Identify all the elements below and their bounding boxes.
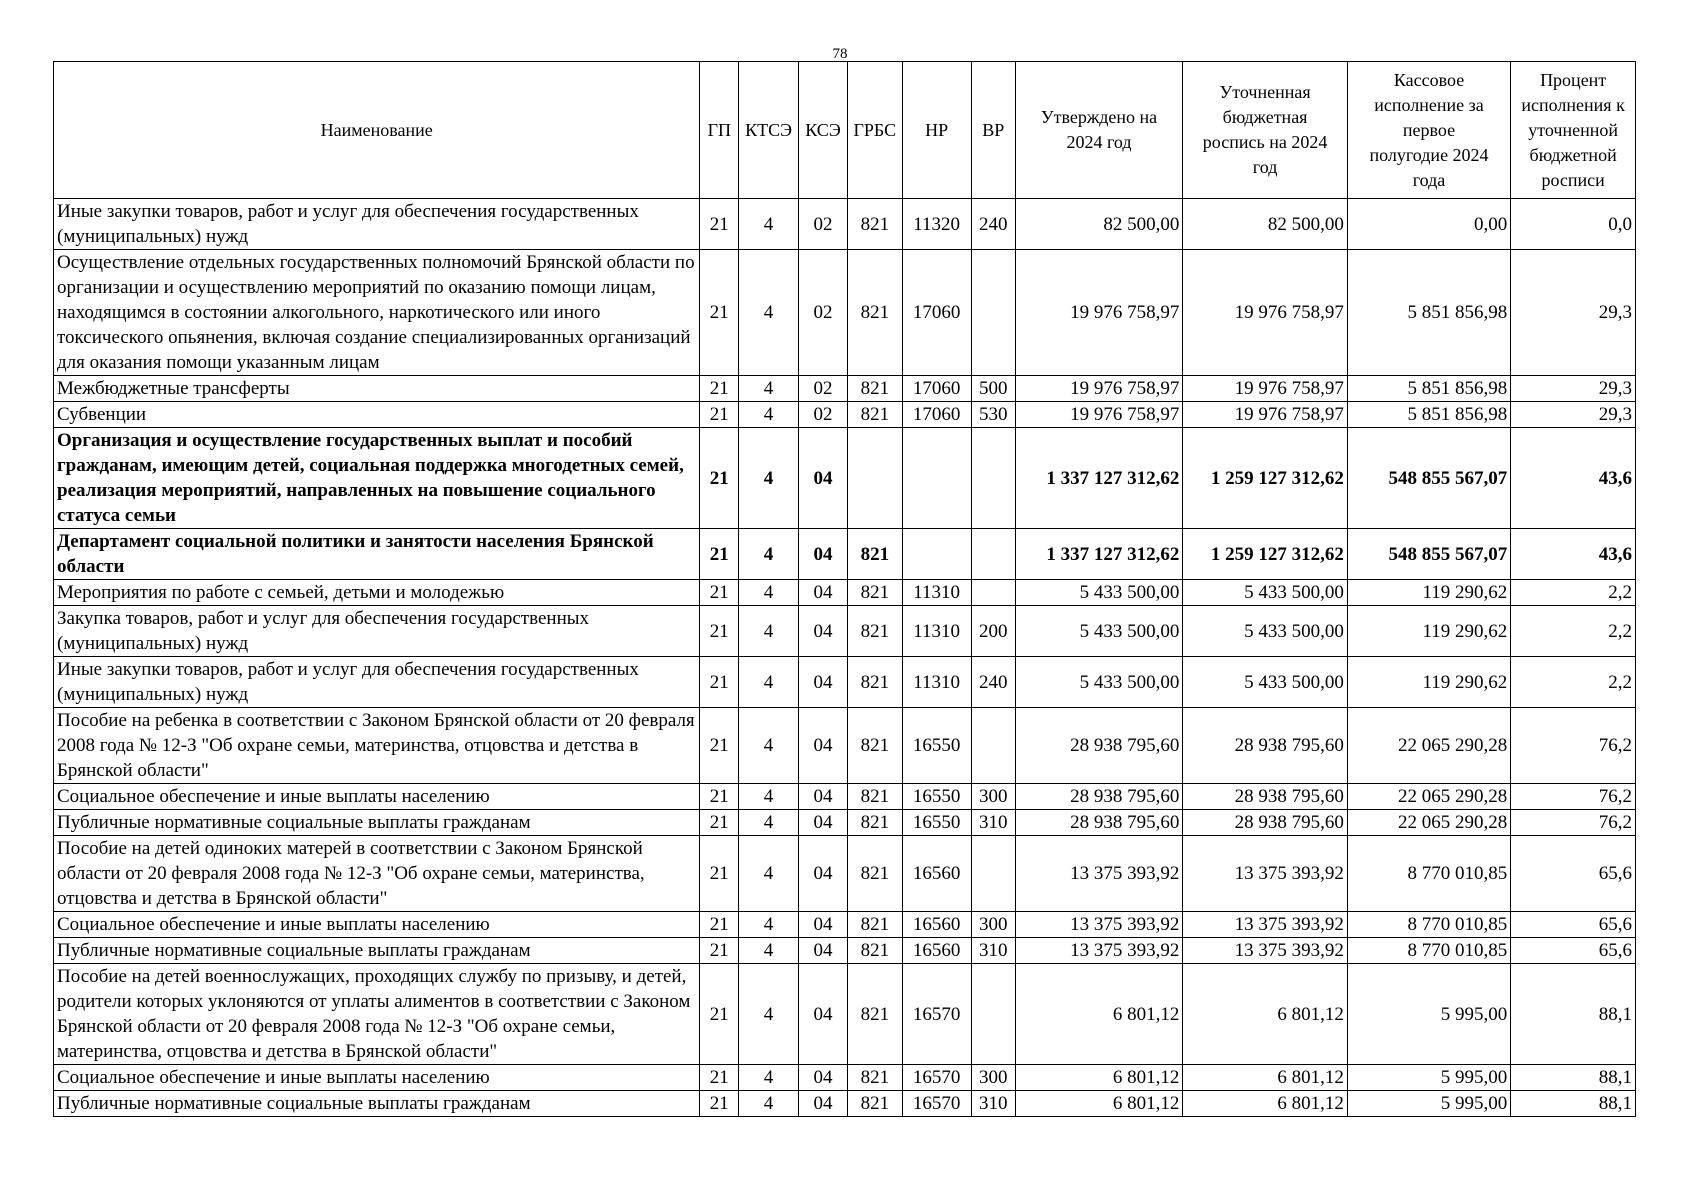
column-header-percent: Процент исполнения к уточненной бюджетной росписи [1511, 62, 1636, 199]
cell-nr: 16560 [902, 938, 971, 964]
cell-kse: 04 [798, 1065, 847, 1091]
cell-executed: 548 855 567,07 [1347, 529, 1510, 580]
cell-grbs: 821 [848, 1065, 902, 1091]
cell-gp: 21 [700, 529, 739, 580]
cell-ktse: 4 [739, 784, 799, 810]
cell-vr: 310 [971, 810, 1015, 836]
cell-nr: 16550 [902, 708, 971, 784]
cell-percent: 76,2 [1511, 810, 1636, 836]
cell-executed: 22 065 290,28 [1347, 784, 1510, 810]
cell-name: Мероприятия по работе с семьей, детьми и молодежью [54, 580, 700, 606]
cell-approved: 5 433 500,00 [1015, 657, 1183, 708]
cell-nr: 16550 [902, 784, 971, 810]
cell-refined: 19 976 758,97 [1183, 376, 1347, 402]
cell-approved: 6 801,12 [1015, 1091, 1183, 1117]
cell-executed: 5 851 856,98 [1347, 402, 1510, 428]
table-row [54, 708, 1636, 784]
cell-kse: 04 [798, 428, 847, 529]
cell-approved: 28 938 795,60 [1015, 784, 1183, 810]
cell-ktse: 4 [739, 402, 799, 428]
cell-ktse: 4 [739, 1065, 799, 1091]
budget-table [53, 61, 1636, 1117]
cell-refined: 19 976 758,97 [1183, 250, 1347, 376]
cell-refined: 5 433 500,00 [1183, 657, 1347, 708]
cell-nr: 16560 [902, 912, 971, 938]
cell-approved: 82 500,00 [1015, 199, 1183, 250]
column-header-kse: КСЭ [798, 62, 847, 199]
cell-percent: 43,6 [1511, 428, 1636, 529]
cell-ktse: 4 [739, 657, 799, 708]
cell-approved: 5 433 500,00 [1015, 580, 1183, 606]
table-row [54, 912, 1636, 938]
cell-name: Пособие на ребенка в соответствии с Законом Брянской области от 20 февраля 2008 года № 12-З "Об охране семьи, материнства, отцовства и детства в Брянской области" [54, 708, 700, 784]
cell-gp: 21 [700, 912, 739, 938]
column-header-gp: ГП [700, 62, 739, 199]
table-row [54, 784, 1636, 810]
cell-ktse: 4 [739, 606, 799, 657]
cell-vr [971, 529, 1015, 580]
cell-ktse: 4 [739, 428, 799, 529]
cell-vr: 500 [971, 376, 1015, 402]
cell-gp: 21 [700, 580, 739, 606]
table-row [54, 810, 1636, 836]
cell-executed: 22 065 290,28 [1347, 708, 1510, 784]
cell-executed: 5 995,00 [1347, 1091, 1510, 1117]
cell-nr: 16550 [902, 810, 971, 836]
cell-grbs: 821 [848, 606, 902, 657]
cell-vr: 240 [971, 199, 1015, 250]
cell-refined: 19 976 758,97 [1183, 402, 1347, 428]
cell-vr: 530 [971, 402, 1015, 428]
cell-nr: 17060 [902, 250, 971, 376]
cell-gp: 21 [700, 657, 739, 708]
cell-gp: 21 [700, 428, 739, 529]
cell-refined: 1 259 127 312,62 [1183, 428, 1347, 529]
cell-nr [902, 529, 971, 580]
cell-kse: 02 [798, 199, 847, 250]
column-header-ktse: КТСЭ [739, 62, 799, 199]
cell-vr: 310 [971, 1091, 1015, 1117]
cell-name: Публичные нормативные социальные выплаты гражданам [54, 1091, 700, 1117]
cell-approved: 6 801,12 [1015, 964, 1183, 1065]
cell-refined: 6 801,12 [1183, 1065, 1347, 1091]
cell-gp: 21 [700, 1065, 739, 1091]
cell-approved: 1 337 127 312,62 [1015, 529, 1183, 580]
cell-vr: 300 [971, 1065, 1015, 1091]
cell-grbs: 821 [848, 1091, 902, 1117]
cell-name: Публичные нормативные социальные выплаты гражданам [54, 938, 700, 964]
cell-kse: 02 [798, 376, 847, 402]
cell-gp: 21 [700, 250, 739, 376]
cell-approved: 13 375 393,92 [1015, 836, 1183, 912]
cell-ktse: 4 [739, 1091, 799, 1117]
cell-name: Субвенции [54, 402, 700, 428]
cell-percent: 76,2 [1511, 708, 1636, 784]
cell-executed: 119 290,62 [1347, 606, 1510, 657]
column-header-refined: Уточненная бюджетная роспись на 2024 год [1183, 62, 1347, 199]
cell-ktse: 4 [739, 250, 799, 376]
cell-kse: 02 [798, 250, 847, 376]
cell-gp: 21 [700, 708, 739, 784]
cell-gp: 21 [700, 938, 739, 964]
cell-name: Межбюджетные трансферты [54, 376, 700, 402]
cell-ktse: 4 [739, 708, 799, 784]
cell-gp: 21 [700, 836, 739, 912]
cell-name: Иные закупки товаров, работ и услуг для обеспечения государственных (муниципальных) нужд [54, 199, 700, 250]
cell-nr: 16560 [902, 836, 971, 912]
cell-grbs: 821 [848, 836, 902, 912]
cell-refined: 1 259 127 312,62 [1183, 529, 1347, 580]
cell-ktse: 4 [739, 836, 799, 912]
cell-percent: 65,6 [1511, 938, 1636, 964]
cell-executed: 8 770 010,85 [1347, 938, 1510, 964]
cell-grbs: 821 [848, 810, 902, 836]
cell-approved: 13 375 393,92 [1015, 938, 1183, 964]
table-row [54, 938, 1636, 964]
cell-grbs [848, 428, 902, 529]
cell-kse: 04 [798, 964, 847, 1065]
cell-percent: 88,1 [1511, 1065, 1636, 1091]
cell-gp: 21 [700, 376, 739, 402]
cell-refined: 82 500,00 [1183, 199, 1347, 250]
cell-executed: 548 855 567,07 [1347, 428, 1510, 529]
table-row [54, 250, 1636, 376]
table-header-row [54, 62, 1636, 199]
cell-executed: 8 770 010,85 [1347, 912, 1510, 938]
cell-name: Осуществление отдельных государственных полномочий Брянской области по организации и осуществлению мероприятий по оказанию помощи лицам, находящимся в состоянии алкогольного, наркотического или иного токсического опьянения, включая создание специализированных организаций для оказания помощи указанным лицам [54, 250, 700, 376]
cell-vr [971, 428, 1015, 529]
cell-kse: 04 [798, 912, 847, 938]
cell-name: Пособие на детей военнослужащих, проходящих службу по призыву, и детей, родители которых уклоняются от уплаты алиментов в соответствии с Законом Брянской области от 20 февраля 2008 года № 12-З "Об охране семьи, материнства, отцовства и детства в Брянской области" [54, 964, 700, 1065]
cell-grbs: 821 [848, 912, 902, 938]
cell-vr: 240 [971, 657, 1015, 708]
cell-grbs: 821 [848, 657, 902, 708]
cell-executed: 5 995,00 [1347, 964, 1510, 1065]
cell-vr [971, 250, 1015, 376]
cell-percent: 2,2 [1511, 657, 1636, 708]
cell-percent: 0,0 [1511, 199, 1636, 250]
cell-nr: 17060 [902, 376, 971, 402]
cell-nr: 11320 [902, 199, 971, 250]
cell-grbs: 821 [848, 938, 902, 964]
table-row [54, 964, 1636, 1065]
cell-ktse: 4 [739, 938, 799, 964]
cell-kse: 04 [798, 708, 847, 784]
cell-executed: 119 290,62 [1347, 580, 1510, 606]
cell-refined: 5 433 500,00 [1183, 580, 1347, 606]
table-row [54, 529, 1636, 580]
cell-vr [971, 964, 1015, 1065]
table-row [54, 376, 1636, 402]
cell-kse: 04 [798, 784, 847, 810]
cell-percent: 65,6 [1511, 836, 1636, 912]
cell-nr: 17060 [902, 402, 971, 428]
cell-gp: 21 [700, 199, 739, 250]
cell-name: Организация и осуществление государственных выплат и пособий гражданам, имеющим детей, социальная поддержка многодетных семей, реализация мероприятий, направленных на повышение социального статуса семьи [54, 428, 700, 529]
cell-approved: 5 433 500,00 [1015, 606, 1183, 657]
cell-percent: 88,1 [1511, 1091, 1636, 1117]
cell-ktse: 4 [739, 810, 799, 836]
cell-vr [971, 836, 1015, 912]
cell-name: Пособие на детей одиноких матерей в соответствии с Законом Брянской области от 20 февраля 2008 года № 12-З "Об охране семьи, материнства, отцовства и детства в Брянской области" [54, 836, 700, 912]
cell-grbs: 821 [848, 708, 902, 784]
cell-percent: 2,2 [1511, 580, 1636, 606]
cell-executed: 5 851 856,98 [1347, 250, 1510, 376]
cell-ktse: 4 [739, 580, 799, 606]
cell-refined: 13 375 393,92 [1183, 912, 1347, 938]
table-row [54, 199, 1636, 250]
cell-nr [902, 428, 971, 529]
cell-ktse: 4 [739, 529, 799, 580]
cell-approved: 6 801,12 [1015, 1065, 1183, 1091]
table-row [54, 402, 1636, 428]
cell-approved: 19 976 758,97 [1015, 402, 1183, 428]
cell-ktse: 4 [739, 912, 799, 938]
cell-approved: 28 938 795,60 [1015, 810, 1183, 836]
cell-grbs: 821 [848, 402, 902, 428]
cell-refined: 13 375 393,92 [1183, 836, 1347, 912]
cell-nr: 11310 [902, 606, 971, 657]
cell-nr: 16570 [902, 964, 971, 1065]
table-row [54, 1091, 1636, 1117]
cell-vr: 200 [971, 606, 1015, 657]
cell-kse: 04 [798, 810, 847, 836]
column-header-name: Наименование [54, 62, 700, 199]
cell-refined: 6 801,12 [1183, 964, 1347, 1065]
table-row [54, 1065, 1636, 1091]
cell-kse: 04 [798, 580, 847, 606]
cell-executed: 22 065 290,28 [1347, 810, 1510, 836]
column-header-approved: Утверждено на 2024 год [1015, 62, 1183, 199]
column-header-grbs: ГРБС [848, 62, 902, 199]
cell-approved: 28 938 795,60 [1015, 708, 1183, 784]
cell-percent: 29,3 [1511, 250, 1636, 376]
column-header-vr: ВР [971, 62, 1015, 199]
cell-name: Социальное обеспечение и иные выплаты населению [54, 1065, 700, 1091]
cell-grbs: 821 [848, 250, 902, 376]
cell-nr: 11310 [902, 580, 971, 606]
cell-refined: 28 938 795,60 [1183, 784, 1347, 810]
cell-name: Публичные нормативные социальные выплаты гражданам [54, 810, 700, 836]
cell-refined: 28 938 795,60 [1183, 708, 1347, 784]
cell-percent: 29,3 [1511, 376, 1636, 402]
cell-executed: 8 770 010,85 [1347, 836, 1510, 912]
table-row [54, 580, 1636, 606]
table-row [54, 606, 1636, 657]
cell-kse: 04 [798, 836, 847, 912]
cell-name: Закупка товаров, работ и услуг для обеспечения государственных (муниципальных) нужд [54, 606, 700, 657]
cell-executed: 5 995,00 [1347, 1065, 1510, 1091]
cell-executed: 119 290,62 [1347, 657, 1510, 708]
cell-gp: 21 [700, 964, 739, 1065]
cell-grbs: 821 [848, 529, 902, 580]
column-header-nr: НР [902, 62, 971, 199]
cell-gp: 21 [700, 606, 739, 657]
cell-gp: 21 [700, 402, 739, 428]
cell-approved: 19 976 758,97 [1015, 250, 1183, 376]
page-number: 78 [832, 46, 848, 62]
cell-name: Социальное обеспечение и иные выплаты населению [54, 784, 700, 810]
cell-kse: 04 [798, 657, 847, 708]
cell-kse: 04 [798, 938, 847, 964]
cell-approved: 13 375 393,92 [1015, 912, 1183, 938]
cell-percent: 88,1 [1511, 964, 1636, 1065]
table-body [54, 199, 1636, 1117]
table-row [54, 657, 1636, 708]
cell-refined: 13 375 393,92 [1183, 938, 1347, 964]
cell-vr [971, 708, 1015, 784]
cell-grbs: 821 [848, 199, 902, 250]
cell-vr: 310 [971, 938, 1015, 964]
cell-percent: 43,6 [1511, 529, 1636, 580]
cell-approved: 19 976 758,97 [1015, 376, 1183, 402]
cell-percent: 65,6 [1511, 912, 1636, 938]
cell-gp: 21 [700, 1091, 739, 1117]
table-row [54, 836, 1636, 912]
cell-vr [971, 580, 1015, 606]
cell-kse: 04 [798, 1091, 847, 1117]
cell-refined: 6 801,12 [1183, 1091, 1347, 1117]
cell-refined: 5 433 500,00 [1183, 606, 1347, 657]
cell-name: Иные закупки товаров, работ и услуг для обеспечения государственных (муниципальных) нужд [54, 657, 700, 708]
cell-grbs: 821 [848, 580, 902, 606]
cell-vr: 300 [971, 912, 1015, 938]
cell-grbs: 821 [848, 964, 902, 1065]
cell-name: Социальное обеспечение и иные выплаты населению [54, 912, 700, 938]
cell-grbs: 821 [848, 376, 902, 402]
cell-kse: 04 [798, 606, 847, 657]
cell-kse: 02 [798, 402, 847, 428]
cell-ktse: 4 [739, 964, 799, 1065]
cell-name: Департамент социальной политики и занятости населения Брянской области [54, 529, 700, 580]
cell-percent: 76,2 [1511, 784, 1636, 810]
cell-nr: 16570 [902, 1065, 971, 1091]
cell-gp: 21 [700, 784, 739, 810]
cell-approved: 1 337 127 312,62 [1015, 428, 1183, 529]
cell-grbs: 821 [848, 784, 902, 810]
table-row [54, 428, 1636, 529]
cell-percent: 2,2 [1511, 606, 1636, 657]
cell-vr: 300 [971, 784, 1015, 810]
cell-gp: 21 [700, 810, 739, 836]
cell-ktse: 4 [739, 199, 799, 250]
cell-executed: 0,00 [1347, 199, 1510, 250]
cell-percent: 29,3 [1511, 402, 1636, 428]
cell-refined: 28 938 795,60 [1183, 810, 1347, 836]
cell-nr: 16570 [902, 1091, 971, 1117]
cell-kse: 04 [798, 529, 847, 580]
cell-executed: 5 851 856,98 [1347, 376, 1510, 402]
column-header-executed: Кассовое исполнение за первое полугодие 2024 года [1347, 62, 1510, 199]
cell-nr: 11310 [902, 657, 971, 708]
cell-ktse: 4 [739, 376, 799, 402]
